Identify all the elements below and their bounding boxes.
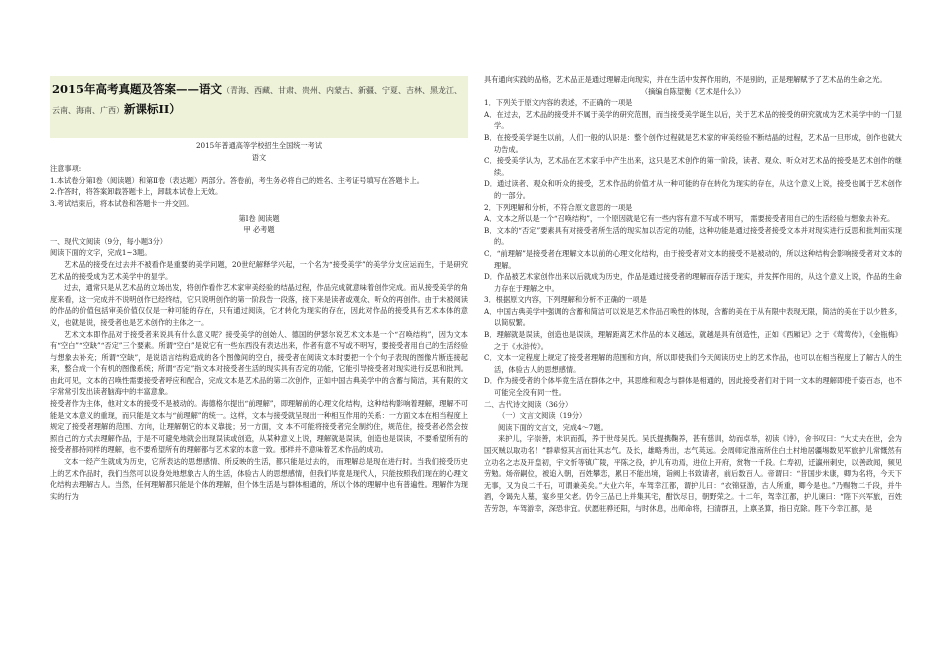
part-subtitle: 甲 必考题 <box>243 225 275 235</box>
passage-source: （摘编自陈望衡《艺术是什么》） <box>640 86 746 96</box>
notes-heading: 注意事项: <box>50 164 82 174</box>
classical-passage: 来护儿，字崇善，未识而孤，养于世母吴氏。吴氏提携鞠养，甚有慈训，幼而卓举，初读《诗》，舍书叹曰：“大丈夫在世，会为国灭贼以取功名！”群辈惊其言而壮其志气。及长，雄略秀出，志气英远。会周师定淮南所住白土村地居疆埸数见军旅护儿常慨然有立功名之志及开皇初，宇文忻等镇广陵，平陈之役，护儿有功焉，进位上开府，赏物一千段。仁寿初，迁瀛州刺史，以善政闻，频见劳勉。炀帝嗣位，被追入朝，百姓攀恋，累日不能出境，诣阙上书致请者，前后数百人。帝谓曰：“昔国步未康，卿为名将，今天下无事，又为良二千石，可谓兼美矣。”大业六年，车驾幸江都，谓护儿曰：“衣锦昼游，古人所重，卿今是也。”乃赐物二千段，并牛酒，令谒先人墓，宴乡里父老。仍令三品已上并集其宅，酣饮尽日，朝野荣之。十二年，驾幸江都，护儿谏曰：“陛下兴军旅，百姓苦劳怨，车驾游幸，深恐非宜。伏愿驻骅还阳，与时休息，出师命将，扫清群丑，上禀圣算，指日克除。陛下今幸江都，是 <box>484 434 902 513</box>
subsection-heading: （一）文言文阅读（19分） <box>498 411 587 421</box>
exam-name: 2015年普通高等学校招生全国统一考试 <box>195 141 323 150</box>
note-item: 2.作答时，将答案卸载答题卡上，卸载本试卷上无效。 <box>50 187 223 197</box>
title-text: 2015年高考真题及答案——语文 <box>52 82 223 96</box>
question-option: D．作为接受者的个体毕竟生活在群体之中，其思维和观念与群体是相通的，因此接受者们对于同一文本的理解即使千姿百态，也不可能完全没有同一性。 <box>484 376 902 398</box>
left-column <box>50 0 468 672</box>
passage-paragraph: 文本一经产生就成为历史，它所表达的思想感情、所反映的生活，都只能是过去的， 而理解总是现在进行时。当我们接受历史上的艺术作品时，我们当然可以设身处地想象古人的生活，体验古人的思想感情，但我们毕竟是现代人，只能按照我们现在的心理文化结构去理解古人。当然，任何理解都只能是个体的理解，但个体生活是与群体相通的，所以个体的理解中也有普遍性。理解作为现实的行为 <box>50 457 468 501</box>
right-column <box>484 0 902 672</box>
question-stem: 3．根据原文内容，下列理解和分析不正确的一项是 <box>484 295 647 305</box>
passage-paragraph: 艺术文本即作品对于接受者来说具有什么意义呢？接受美学的创始人、德国的伊瑟尔说艺术文本是一个“召唤结构”，因为文本有“空白”“空缺”“否定”三个要素。所谓“空白”是说它有一些东西没有表达出来，作者有意不写或不明写，要接受者用自己的生活经验与想象去补充；所谓“空缺”，是说语言结构造成的各个图像间的空白，接受者在阅读文本时要把一个个句子表现的图像片断连接起来，整合成一个有机的图像系统；所谓“否定”指文本对接受者生活的现实具有否定的功能，它能引导接受者对现实进行反思和批判。由此可见，文本的召唤性需要接受者呼应和配合，完成文本是艺术品的第二次创作，正如中国古典美学中的含蓄与简洁，其有限的文字常常引发出读者脑海中的丰富意象。 <box>50 329 468 397</box>
passage-continuation: 具有通向实践的品格，艺术品正是通过理解走向现实，并在生活中发挥作用的，不是别的，正是理解赋予了艺术品的生命之光。 <box>484 75 887 84</box>
question-option: D．通过读者、观众和听众的接受，艺术作品的价值才从一种可能的存在转化为现实的存在，从这个意义上说，接受也属于艺术创作的一部分。 <box>484 179 902 200</box>
question-option: C．“前理解”是接受者在理解文本以前的心理文化结构，由于接受者对文本的接受不是被动的，所以这种结构会影响接受者对文本的理解。 <box>484 248 902 270</box>
passage-paragraph: 接受者作为主体，他对文本的接受不是被动的。海德格尔提出“前理解”，即理解前的心理文化结构，这种结构影响着理解，理解不可能是文本意义的重现，而只能是文本与“前理解”的统一。这样，文本与接受就呈现出一种相互作用的关系：一方面文本在相当程度上规定了接受者理解的范围、方向，让理解朝它的本义靠拢；另一方面，文 本不可能将接受者完全制约住，规范住，接受者必然会按照自己的方式去理解作品，于是不可避免地就会出现误读或创造，从某种意义上说，理解就是误读，创造也是误读，不要希望所有的接受者都持同样的理解，也不要希望所有的理解都与艺术家的本意一致。那样并不意味着艺术作品的成功。 <box>50 399 468 455</box>
section-instruction: 阅读下面的文言文，完成4～7题。 <box>498 422 608 432</box>
section-heading: 一、现代文阅读（9分，每小题3分） <box>50 236 167 246</box>
title-tail: 新课标II） <box>124 102 181 116</box>
right-body <box>484 74 902 515</box>
part-title: 第Ⅰ卷 阅读题 <box>238 213 280 223</box>
section-instruction: 阅读下面的文字，完成1~3题。 <box>50 248 152 258</box>
question-option: A．在过去，艺术品的接受并不属于美学的研究范围，而当接受美学诞生以后，关于艺术品的接受的研究就成为艺术美学中的一门显学。 <box>484 109 902 131</box>
question-option: C．接受美学认为，艺术品在艺术家手中产生出来，这只是艺术创作的第一阶段，读者、观众、听众对艺术品的接受是艺术创作的继续。 <box>484 156 902 177</box>
question-option: B．文本的“否定”要素具有对接受者所生活的现实加以否定的功能，这种功能是通过接受者接受文本并对现实进行反思和批判而实现的。 <box>484 225 902 247</box>
question-option: B．在接受美学诞生以前，人们一般的认识是：整个创作过程就是艺术家的审美经验不断结晶的过程，艺术品一旦形成，创作也就大功告成。 <box>484 132 902 154</box>
document-title <box>52 80 468 120</box>
question-stem: 2．下列理解和分析，不符合原文意思的一项是 <box>484 202 633 212</box>
question-stem: 1．下列关于原文内容的表述，不正确的一项是 <box>484 98 633 108</box>
question-option: A．文本之所以是一个“召唤结构”，一个原因就是它有一些内容有意不写或不明写， 需要接受者用自己的生活经验与想象去补充。 <box>484 214 895 224</box>
exam-subject: 语文 <box>251 152 267 162</box>
passage-paragraph: 过去，通常只是从艺术品的立场出发，将创作看作艺术家审美经验的结晶过程，作品完成就意味着创作完成。而从接受美学的角度来看，这一完成并不说明创作已经终结，它只说明创作的第一阶段告一段落，接下来是读者或观众、听众的再创作。由于未被阅读的作品的价值包括审美价值仅仅是一种可能的存在，只有通过阅读，它才转化为现实的存在，因此对作品的接受具有艺术本体的意义，也就是说，接受者也是艺术创作的主体之一。 <box>50 283 468 327</box>
question-option: C．文本一定程度上规定了接受者理解的范围和方向，所以即使我们今天阅读历史上的艺术作品，也可以在相当程度上了解古人的生活，体验古人的思想感情。 <box>484 353 902 374</box>
question-option: B．理解就是误读，创造也是误读，理解距离艺术作品的本义越远，就越是具有创造性，正如《西厢记》之于《莺莺传》，《金瓶梅》之于《水浒传》。 <box>484 330 902 351</box>
question-option: A．中国古典美学中强调的含蓄和简洁可以说是艺术作品召唤性的体现，含蓄的美在于从有限中表现无限，简洁的美在于以少胜多，以简驭繁。 <box>484 306 902 328</box>
title-provinces: （青海、西藏、甘肃、贵州、内蒙古、新疆、宁夏、吉林、黑龙江、云南、海南、广西） <box>52 86 463 115</box>
note-item: 1.本试卷分第Ⅰ卷（阅读题）和第Ⅱ卷（表达题）两部分。答卷前，考生务必将自己的姓名、主考证号填写在答题卡上。 <box>50 175 424 185</box>
left-body <box>50 140 468 502</box>
note-item: 3.考试结束后，将本试卷和答题卡一并交回。 <box>50 198 194 208</box>
question-option: D．作品被艺术家创作出来以后就成为历史，作品是通过接受者的理解而存活于现实，并发挥作用的，从这个意义上说，作品的生命力存在于理解之中。 <box>484 272 902 293</box>
section-heading: 二、古代诗文阅读（36分） <box>484 399 573 409</box>
passage-paragraph: 艺术品的接受在过去并不被看作是重要的美学问题，20世纪解释学兴起，一个名为“接受美学”的美学分支应运而生，于是研究艺术品的接受成为艺术美学中的显学。 <box>50 259 468 281</box>
